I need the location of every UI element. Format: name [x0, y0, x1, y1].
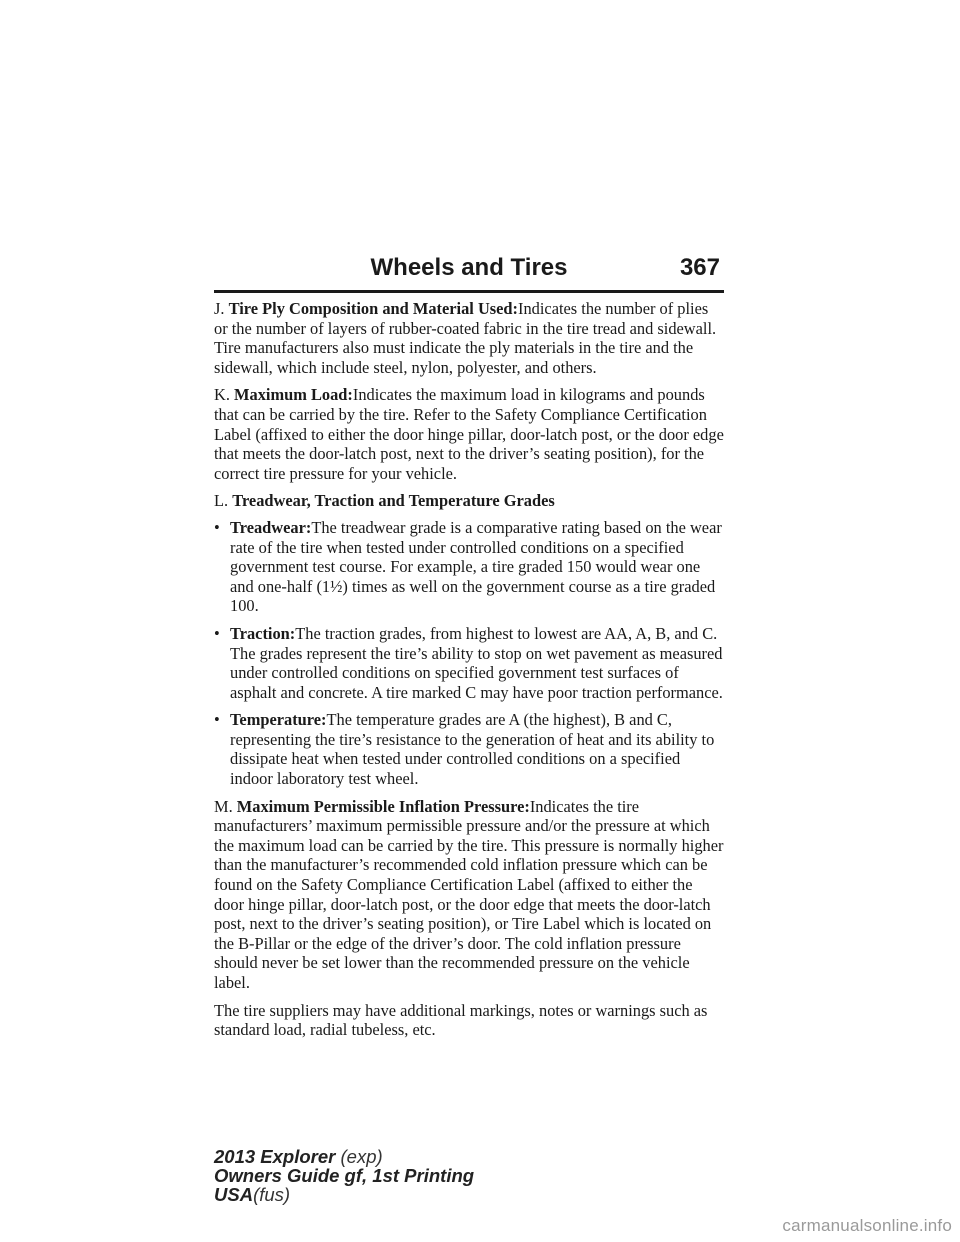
bullet-icon: •: [214, 710, 220, 730]
bullet-term: Treadwear:: [230, 517, 312, 537]
footer-model-code: (exp): [340, 1146, 383, 1167]
footer-market-code: (fus): [253, 1184, 291, 1205]
section-text: Indicates the maximum load in kilograms and pounds that can be carried by the tire. Refer to the Safety Compliance Certification Label (affixed to either the door hinge pillar, door-latch post, or the door edge that meets the door-latch post, next to the driver’s seating position), for the correct tire pressure for your vehicle.: [214, 385, 724, 483]
bullet-text: The traction grades, from highest to lowest are AA, A, B, and C. The grades represent the tire’s ability to stop on wet pavement as measured under controlled conditions on specified government test surfaces of asphalt and concrete. A tire marked C may have poor traction performance.: [230, 623, 723, 702]
bullet-term: Temperature:: [230, 710, 327, 730]
bullet-text: The temperature grades are A (the highest), B and C, representing the tire’s resistance to the generation of heat and its ability to dissipate heat when tested under controlled conditions on a specified indoor laboratory test wheel.: [230, 710, 715, 789]
bullet-traction: [214, 624, 726, 702]
site-watermark: carmanualsonline.info: [782, 1216, 952, 1235]
bullet-treadwear: [214, 518, 726, 616]
footer-line-1: [214, 1147, 474, 1166]
bullet-term: Traction:: [230, 623, 296, 643]
section-heading: Treadwear, Traction and Temperature Grades: [232, 491, 555, 511]
bullet-text: The treadwear grade is a comparative rating based on the wear rate of the tire when tested under controlled conditions on a specified government test course. For example, a tire graded 150 would wear one and one-half (1½) times as well on the government course as a tire graded 100.: [230, 517, 722, 616]
header-divider: [214, 290, 724, 293]
section-heading: Maximum Permissible Inflation Pressure:: [236, 796, 530, 816]
bullet-icon: •: [214, 623, 220, 643]
section-letter: M.: [214, 796, 233, 816]
footer-line-3: [214, 1185, 474, 1204]
page-header: [214, 252, 724, 296]
section-letter: K.: [214, 385, 230, 405]
section-text: Indicates the number of plies or the number of layers of rubber-coated fabric in the tire tread and sidewall. Tire manufacturers also must indicate the ply materials in the tire and the sidewall, which include steel, nylon, polyester, and others.: [214, 299, 717, 377]
chapter-title: Wheels and Tires: [370, 254, 568, 281]
section-heading: Tire Ply Composition and Material Used:: [228, 299, 519, 318]
section-text: Indicates the tire manufacturers’ maximum permissible pressure and/or the pressure at which the maximum load can be carried by the tire. This pressure is normally higher than the manufacturer’s recommended cold inflation pressure which can be found on the Safety Compliance Certification Label (affixed to either the door hinge pillar, door-latch post, or the door edge that meets the door-latch post, next to the driver’s seating position), or Tire Label which is located on the B-Pillar or the edge of the driver’s door. The cold inflation pressure should never be set lower than the recommended pressure on the vehicle label.: [214, 796, 724, 992]
section-j: [214, 299, 726, 377]
page-number: 367: [679, 254, 720, 281]
section-heading: Maximum Load:: [234, 385, 353, 405]
footer-market: USA: [214, 1184, 254, 1205]
section-m: [214, 797, 726, 993]
footer-line-2: [214, 1166, 474, 1185]
closing-paragraph: The tire suppliers may have additional markings, notes or warnings such as standard load, radial tubeless, etc.: [214, 1000, 708, 1040]
page-body: [214, 299, 726, 1048]
bullet-temperature: [214, 710, 726, 788]
section-k: [214, 385, 726, 483]
section-letter: J.: [214, 299, 225, 318]
section-letter: L.: [214, 491, 229, 511]
footer-guide: Owners Guide gf, 1st Printing: [214, 1165, 475, 1186]
section-l: [214, 491, 726, 511]
footer-model: 2013 Explorer: [214, 1146, 336, 1167]
bullet-icon: •: [214, 517, 220, 537]
print-footer: [214, 1147, 474, 1204]
